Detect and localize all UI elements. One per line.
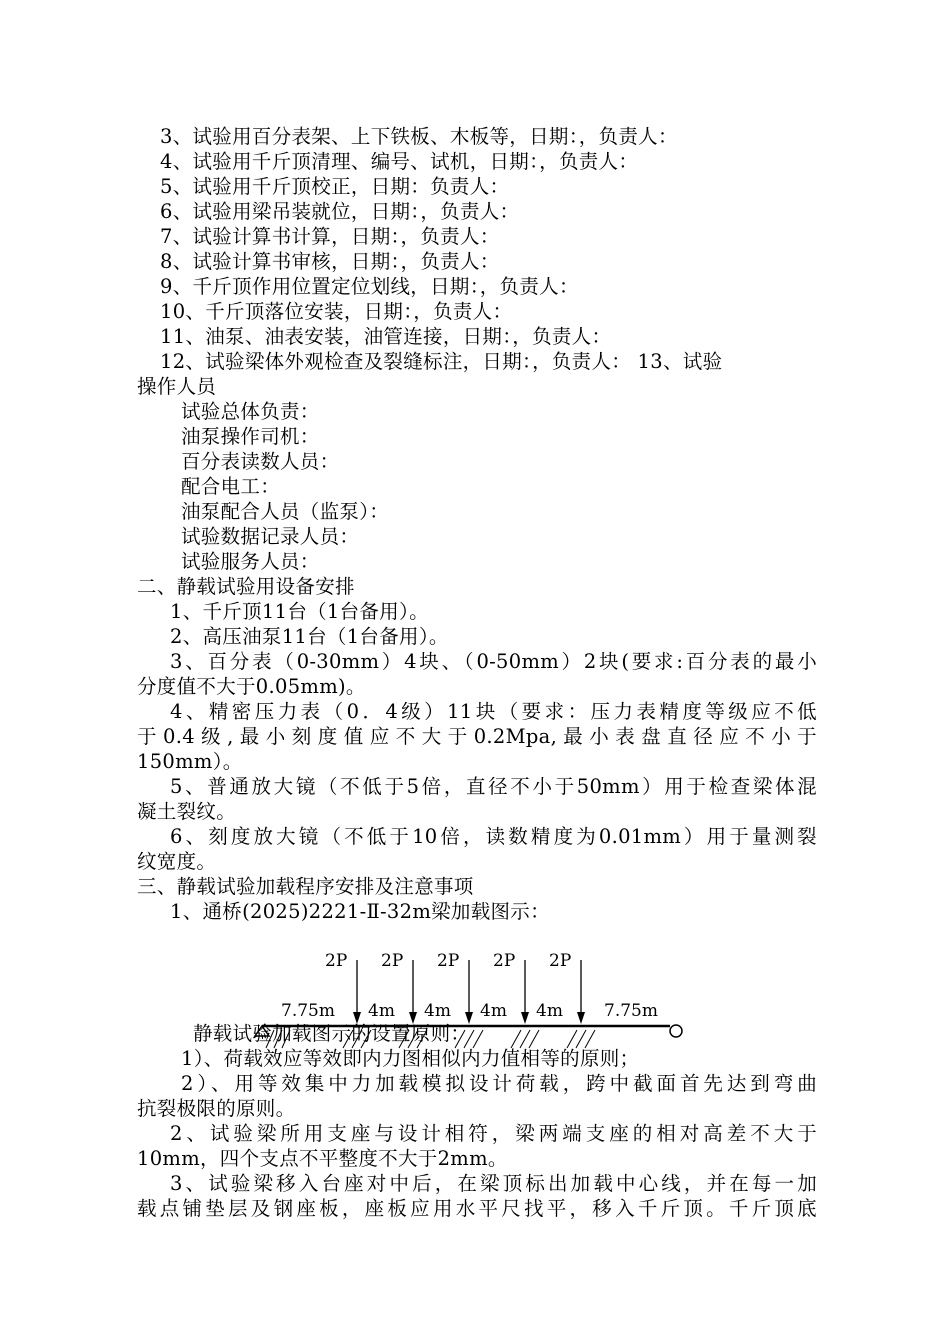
equipment-item-5-line2: 凝土裂纹。 xyxy=(137,800,237,823)
load-label: 2P xyxy=(549,951,572,971)
span-label: 4m xyxy=(480,1001,507,1021)
procedure-item-3-line2: 载点铺垫层及钢座板，座板应用水平尺找平，移入千斤顶。千斤顶底 xyxy=(137,1197,817,1220)
list-item-8: 8、试验计算书审核，日期：，负责人： xyxy=(160,250,500,273)
personnel-pump-monitor: 油泵配合人员（监泵）： xyxy=(181,500,390,523)
equipment-item-4-line1: 4、精密压力表（0．4级）11块（要求：压力表精度等级应不低 xyxy=(170,700,817,723)
equipment-item-4-line2: 于0.4级,最小刻度值应不大于0.2Mpa,最小表盘直径应不小于 xyxy=(137,725,817,748)
section-2-heading: 二、静载试验用设备安排 xyxy=(137,575,355,598)
equipment-item-6-line2: 纹宽度。 xyxy=(137,850,217,873)
equipment-item-4-line3: 150mm）。 xyxy=(137,750,243,773)
span-label: 4m xyxy=(424,1001,451,1021)
span-label: 4m xyxy=(536,1001,563,1021)
personnel-recorder: 试验数据记录人员： xyxy=(181,525,360,548)
list-item-9: 9、千斤顶作用位置定位划线，日期：，负责人： xyxy=(160,275,579,298)
personnel-gauge-reader: 百分表读数人员： xyxy=(181,450,340,473)
list-item-7: 7、试验计算书计算，日期：，负责人： xyxy=(160,225,500,248)
list-item-10: 10、千斤顶落位安装，日期：，负责人： xyxy=(160,300,513,323)
list-item-3: 3、试验用百分表架、上下铁板、木板等，日期：，负责人： xyxy=(160,125,678,148)
load-label: 2P xyxy=(325,951,348,971)
procedure-item-1: 1、通桥(2025)2221-Ⅱ-32m梁加载图示： xyxy=(170,900,550,923)
equipment-item-5-line1: 5、普通放大镜（不低于5倍，直径不小于50mm）用于检查梁体混 xyxy=(170,775,817,798)
personnel-service: 试验服务人员： xyxy=(181,550,320,573)
load-label: 2P xyxy=(381,951,404,971)
principle-2-line1: 2）、用等效集中力加载模拟设计荷载，跨中截面首先达到弯曲 xyxy=(181,1072,817,1095)
principle-title: 静载试验加载图示的设置原则： xyxy=(193,1022,471,1045)
procedure-item-2-line1: 2、试验梁所用支座与设计相符，梁两端支座的相对高差不大于 xyxy=(170,1122,817,1145)
load-label: 2P xyxy=(493,951,516,971)
list-item-12-line1: 12、试验梁体外观检查及裂缝标注，日期：，负责人： 13、试验 xyxy=(160,350,723,373)
procedure-item-2-line2: 10mm，四个支点不平整度不大于2mm。 xyxy=(137,1147,508,1170)
list-item-12-line2: 操作人员 xyxy=(137,375,217,398)
equipment-item-6-line1: 6、刻度放大镜（不低于10倍，读数精度为0.01mm）用于量测裂 xyxy=(170,825,817,848)
equipment-item-1: 1、千斤顶11台（1台备用）。 xyxy=(170,600,429,623)
equipment-item-3-line1: 3、百分表（0-30mm）4块、（0-50mm）2块(要求:百分表的最小 xyxy=(170,650,817,673)
personnel-pump-operator: 油泵操作司机： xyxy=(181,425,320,448)
equipment-item-3-line2: 分度值不大于0.05mm)。 xyxy=(137,675,366,698)
list-item-4: 4、试验用千斤顶清理、编号、试机，日期：，负责人： xyxy=(160,150,639,173)
load-label: 2P xyxy=(437,951,460,971)
list-item-6: 6、试验用梁吊装就位，日期：，负责人： xyxy=(160,200,520,223)
principle-2-line2: 抗裂极限的原则。 xyxy=(137,1097,296,1120)
list-item-11: 11、油泵、油表安装，油管连接，日期：，负责人： xyxy=(160,325,612,348)
span-label: 7.75m xyxy=(604,1001,658,1021)
list-item-5: 5、试验用千斤顶校正，日期：负责人： xyxy=(160,175,510,198)
personnel-lead: 试验总体负责： xyxy=(181,400,320,423)
span-label: 7.75m xyxy=(281,1001,335,1021)
principle-1: 1）、荷载效应等效即内力图相似内力值相等的原则； xyxy=(181,1047,640,1070)
equipment-item-2: 2、高压油泵11台（1台备用）。 xyxy=(170,625,449,648)
section-3-heading: 三、静载试验加载程序安排及注意事项 xyxy=(137,875,474,898)
personnel-electrician: 配合电工： xyxy=(181,475,281,498)
procedure-item-3-line1: 3、试验梁移入台座对中后，在梁顶标出加载中心线，并在每一加 xyxy=(170,1172,817,1195)
span-label: 4m xyxy=(368,1001,395,1021)
